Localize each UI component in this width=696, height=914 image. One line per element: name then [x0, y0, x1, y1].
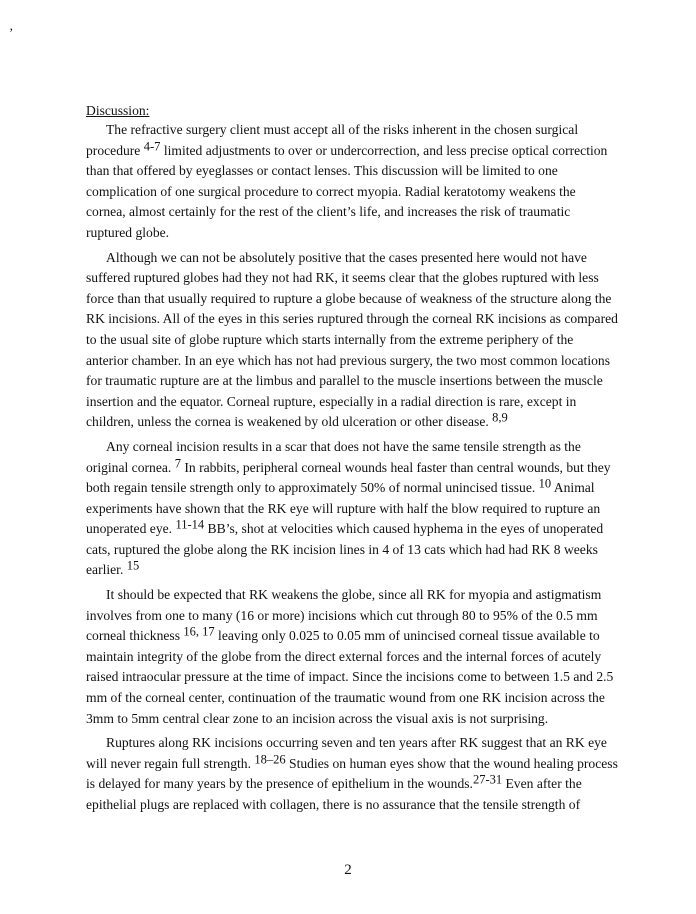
- citation: 10: [538, 476, 552, 491]
- citation: 15: [126, 559, 140, 574]
- paragraph-5: [86, 733, 618, 815]
- paragraph-2: [86, 248, 618, 433]
- text-run: Animal experiments have shown that the RK eye will rupture with half the blow required to rupture an unoperated eye.: [86, 480, 601, 537]
- text-run: Studies on human eyes show that the wound healing process is delayed for many years by the presence of epithelium in the wounds.: [86, 755, 618, 792]
- text-run: Even after the epithelial plugs are replaced with collagen, there is no assurance that the tensile strength of: [86, 776, 582, 812]
- citation: 18–26: [254, 752, 286, 767]
- page-number: 2: [344, 862, 352, 878]
- text-run: It should be expected that RK weakens the globe, since all RK for myopia and astigmatism involves from one to many (16 or more) incisions which cut through 80 to 95% of the 0.5 mm corneal thickness: [86, 587, 602, 644]
- text-run: Any corneal incision results in a scar that does not have the same tensile strength as the original cornea.: [86, 438, 581, 475]
- citation: 11-14: [175, 517, 205, 532]
- citation: 27-31: [472, 773, 503, 788]
- text-run: Ruptures along RK incisions occurring seven and ten years after RK suggest that an RK eye will never regain full strength.: [86, 735, 607, 771]
- paragraph-3: [86, 437, 618, 581]
- stray-mark: ʼ: [9, 25, 14, 40]
- section-heading: Discussion:: [86, 103, 150, 118]
- text-run: leaving only 0.025 to 0.05 mm of unincised corneal tissue available to maintain integrity of the globe from the direct external forces and the internal forces of acutely raised intraocular pressure at the time of impact. Since the incisions come to between 1.5 and 2.5 mm of the corneal center, continuation of the traumatic wound from one RK incision across the 3mm to 5mm central clear zone to an incision across the visual axis is not surprising.: [86, 628, 614, 726]
- citation: 4-7: [143, 139, 161, 154]
- text-run: BB’s, shot at velocities which caused hyphema in the eyes of unoperated cats, ruptured the globe along the RK incision lines in 4 of 13 cats which had had RK 8 weeks earlier.: [86, 521, 604, 578]
- citation: 16, 17: [183, 624, 215, 639]
- text-run: The refractive surgery client must accept all of the risks inherent in the chosen surgical procedure: [86, 122, 579, 158]
- citation: 7: [174, 456, 181, 471]
- paragraph-4: [86, 585, 618, 729]
- text-run: limited adjustments to over or undercorrection, and less precise optical correction than that offered by eyeglasses or contact lenses. This discussion will be limited to one complication of one surgical procedure to correct myopia. Radial keratotomy weakens the cornea, almost certainly for the rest of the client’s life, and increases the risk of traumatic ruptured globe.: [86, 142, 608, 240]
- text-run: Although we can not be absolutely positive that the cases presented here would not have suffered ruptured globes had they not had RK, it seems clear that the globes ruptured with less force than that usually required to rupture a globe because of weakness of the structure along the RK incisions. All of the eyes in this series ruptured through the corneal RK incisions as compared to the usual site of globe rupture which starts internally from the extreme periphery of the anterior chamber. In an eye which has not had previous surgery, the two most common locations for traumatic rupture are at the limbus and parallel to the muscle insertions between the muscle insertion and the equator. Corneal rupture, especially in a radial direction is rare, except in children, unless the cornea is weakened by old ulceration or other disease.: [86, 249, 618, 430]
- paragraph-1: [86, 120, 618, 244]
- citation: 8,9: [492, 410, 508, 425]
- text-run: In rabbits, peripheral corneal wounds heal faster than central wounds, but they both regain tensile strength only to approximately 50% of normal unincised tissue.: [86, 459, 611, 496]
- page-body: [86, 101, 618, 820]
